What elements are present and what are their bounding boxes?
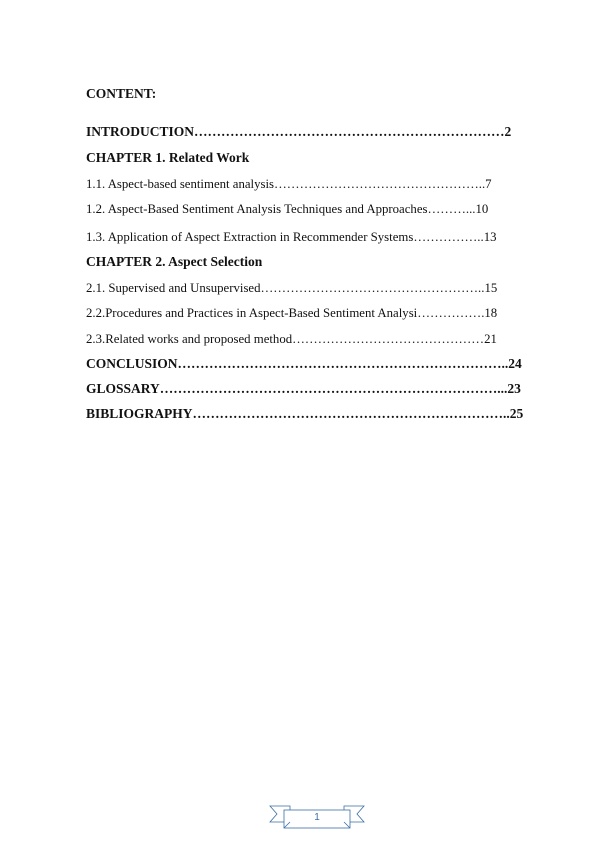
toc-entry-conclusion[interactable]: CONCLUSION………………………………………………………………..24 [86,356,522,371]
toc-entry-glossary[interactable]: GLOSSARY…………………………………………………………………...23 [86,381,521,396]
toc-entry-2-3[interactable]: 2.3.Related works and proposed method………………………………………21 [86,332,497,346]
toc-entry-1-3[interactable]: 1.3. Application of Aspect Extraction in Recommender Systems……………..13 [86,230,497,244]
toc-entry-chapter-1[interactable]: CHAPTER 1. Related Work [86,150,250,165]
toc-entry-1-1[interactable]: 1.1. Aspect-based sentiment analysis…………………………………………..7 [86,177,492,191]
toc-heading: CONTENT: [86,86,157,101]
toc-entry-bibliography[interactable]: BIBLIOGRAPHY……………………………………………………………..25 [86,406,524,421]
page-number-ribbon [268,802,366,830]
toc-entry-1-2[interactable]: 1.2. Aspect-Based Sentiment Analysis Techniques and Approaches………...10 [86,202,489,216]
page-number: 1 [314,812,320,823]
toc-entry-chapter-2[interactable]: CHAPTER 2. Aspect Selection [86,254,263,269]
toc-entry-2-2[interactable]: 2.2.Procedures and Practices in Aspect-Based Sentiment Analysi…………….18 [86,306,498,320]
toc-entry-introduction[interactable]: INTRODUCTION……………………………………………………………2 [86,124,512,139]
toc-entry-2-1[interactable]: 2.1. Supervised and Unsupervised……………………………………………..15 [86,281,498,295]
